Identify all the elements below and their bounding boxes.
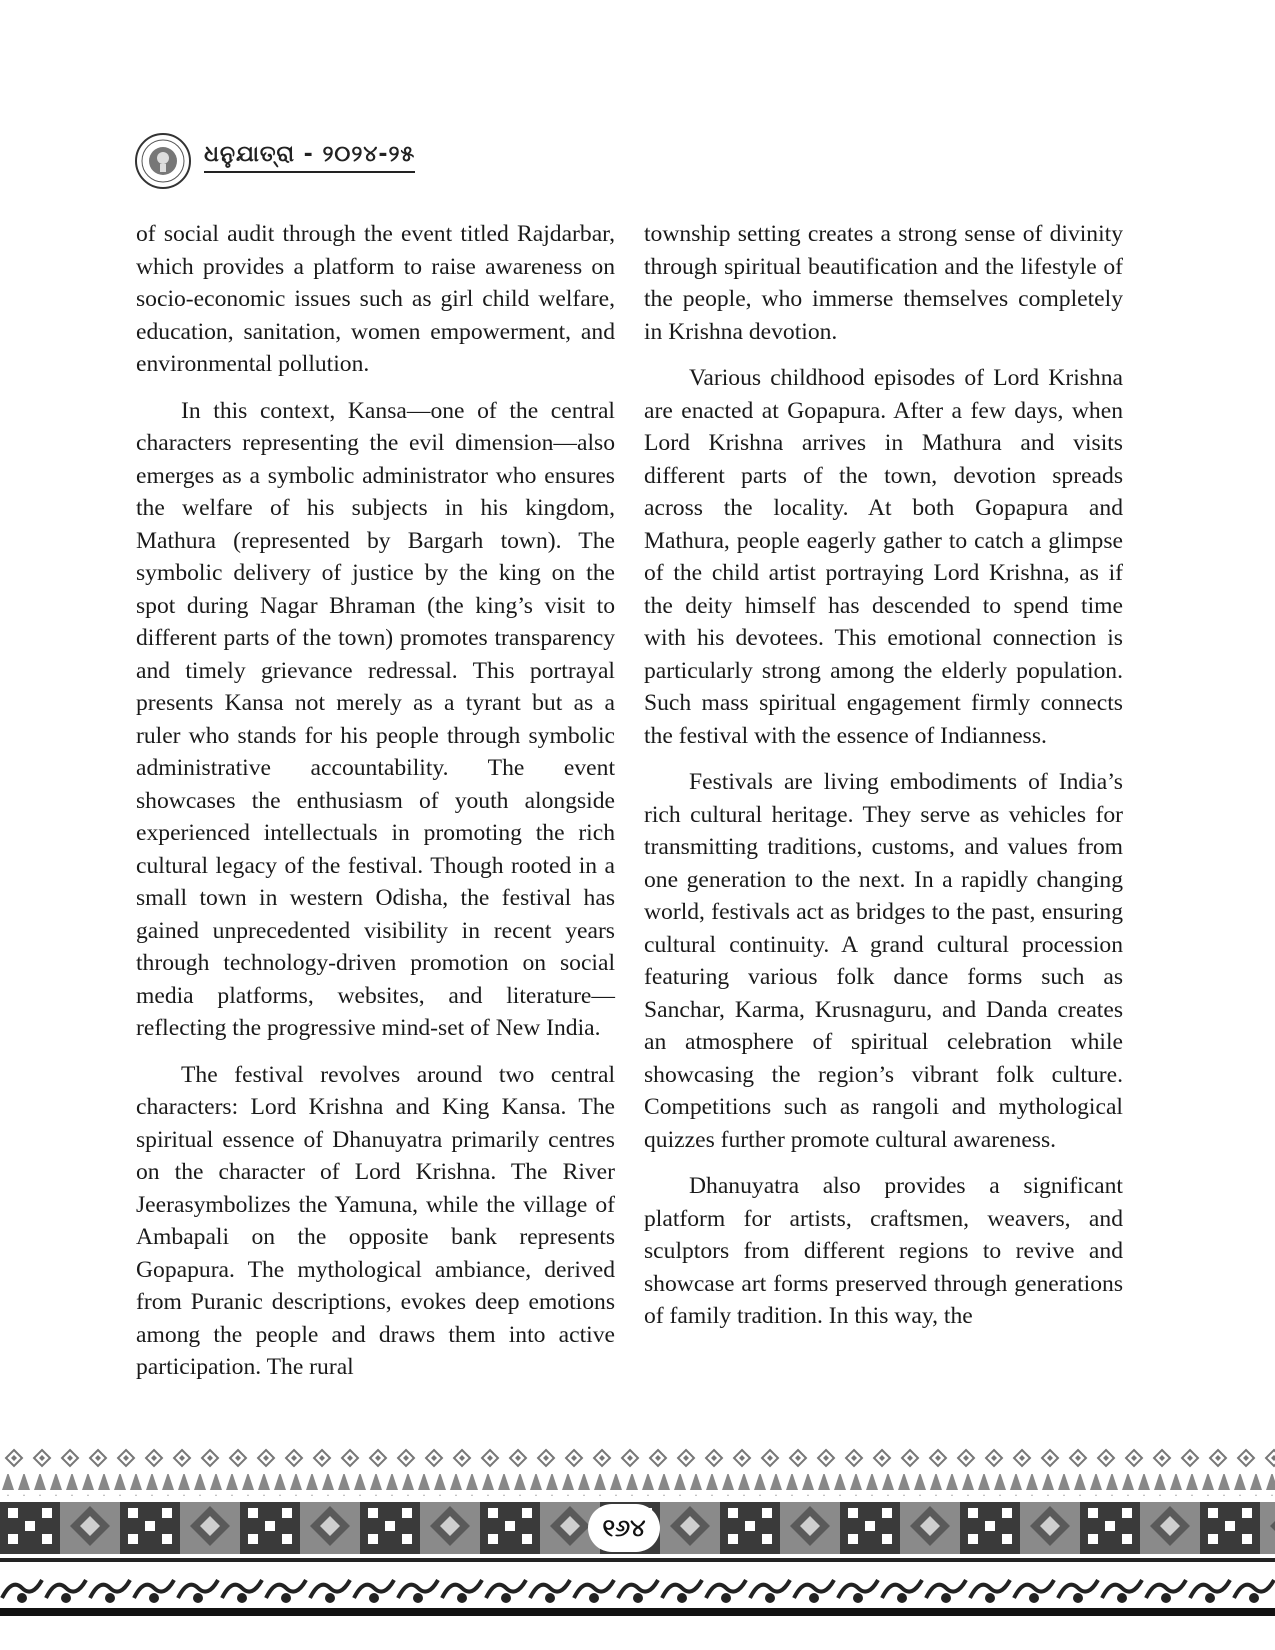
paragraph: Festivals are living embodiments of India’s rich cultural heritage. They serve as vehicles for transmitting traditions, customs, and values from one generation to the next. In a rapidly changing world, festivals act as bridges to the past, ensuring cultural continuity. A grand cultural procession featuring various folk dance forms such as Sanchar, Karma, Krusnaguru, and Danda creates an atmosphere of spiritual celebration while showcasing the region’s vibrant folk culture. Competitions such as rangoli and mythological quizzes further promote cultural awareness.	[644, 769, 1123, 1153]
paragraph: township setting creates a strong sense of divinity through spiritual beautification and the lifestyle of the people, who immerse themselves completely in Krishna devotion.	[644, 221, 1123, 345]
right-column	[644, 218, 1123, 1347]
paragraph: In this context, Kansa—one of the central characters representing the evil dimension—also emerges as a symbolic administrator who ensures the welfare of his subjects in his kingdom, Mathura (represented by Bargarh town). The symbolic delivery of justice by the king on the spot during Nagar Bhraman (the king’s visit to different parts of the town) promotes transparency and timely grievance redressal. This portrayal presents Kansa not merely as a tyrant but as a ruler who stands for his people through symbolic administrative accountability. The event showcases the enthusiasm of youth alongside experienced intellectuals in promoting the rich cultural legacy of the festival. Though rooted in a small town in western Odisha, the festival has gained unprecedented visibility in recent years through technology-driven promotion on social media platforms, websites, and literature—reflecting the progressive mind-set of New India.	[136, 397, 615, 1041]
paragraph: The festival revolves around two central characters: Lord Krishna and King Kansa. The spiritual essence of Dhanuyatra primarily centres on the character of Lord Krishna. The River Jeerasymbolizes the Yamuna, while the village of Ambapali on the opposite bank represents Gopapura. The mythological ambiance, derived from Puranic descriptions, evokes deep emotions among the people and draws them into active participation. The rural	[136, 1061, 615, 1380]
page-number: ୧୬୪	[588, 1504, 660, 1552]
footer-border	[0, 1448, 1275, 1650]
header-title: ଧନୁଯାତ୍ରା - ୨୦୨୪-୨୫	[204, 142, 415, 173]
left-column	[136, 218, 615, 1398]
circular-seal-icon	[134, 132, 192, 190]
paragraph: of social audit through the event titled Rajdarbar, which provides a platform to raise awareness on socio-economic issues such as girl child welfare, education, sanitation, women empowerment, and environmental pollution.	[136, 221, 615, 377]
paragraph: Dhanuyatra also provides a significant platform for artists, craftsmen, weavers, and sculptors from different regions to revive and showcase art forms preserved through generations of family tradition. In this way, the	[644, 1173, 1123, 1329]
paragraph: Various childhood episodes of Lord Krishna are enacted at Gopapura. After a few days, when Lord Krishna arrives in Mathura and visits different parts of the town, devotion spreads across the locality. At both Gopapura and Mathura, people eagerly gather to catch a glimpse of the child artist portraying Lord Krishna, as if the deity himself has descended to spend time with his devotees. This emotional connection is particularly strong among the elderly population. Such mass spiritual engagement firmly connects the festival with the essence of Indianness.	[644, 365, 1123, 749]
